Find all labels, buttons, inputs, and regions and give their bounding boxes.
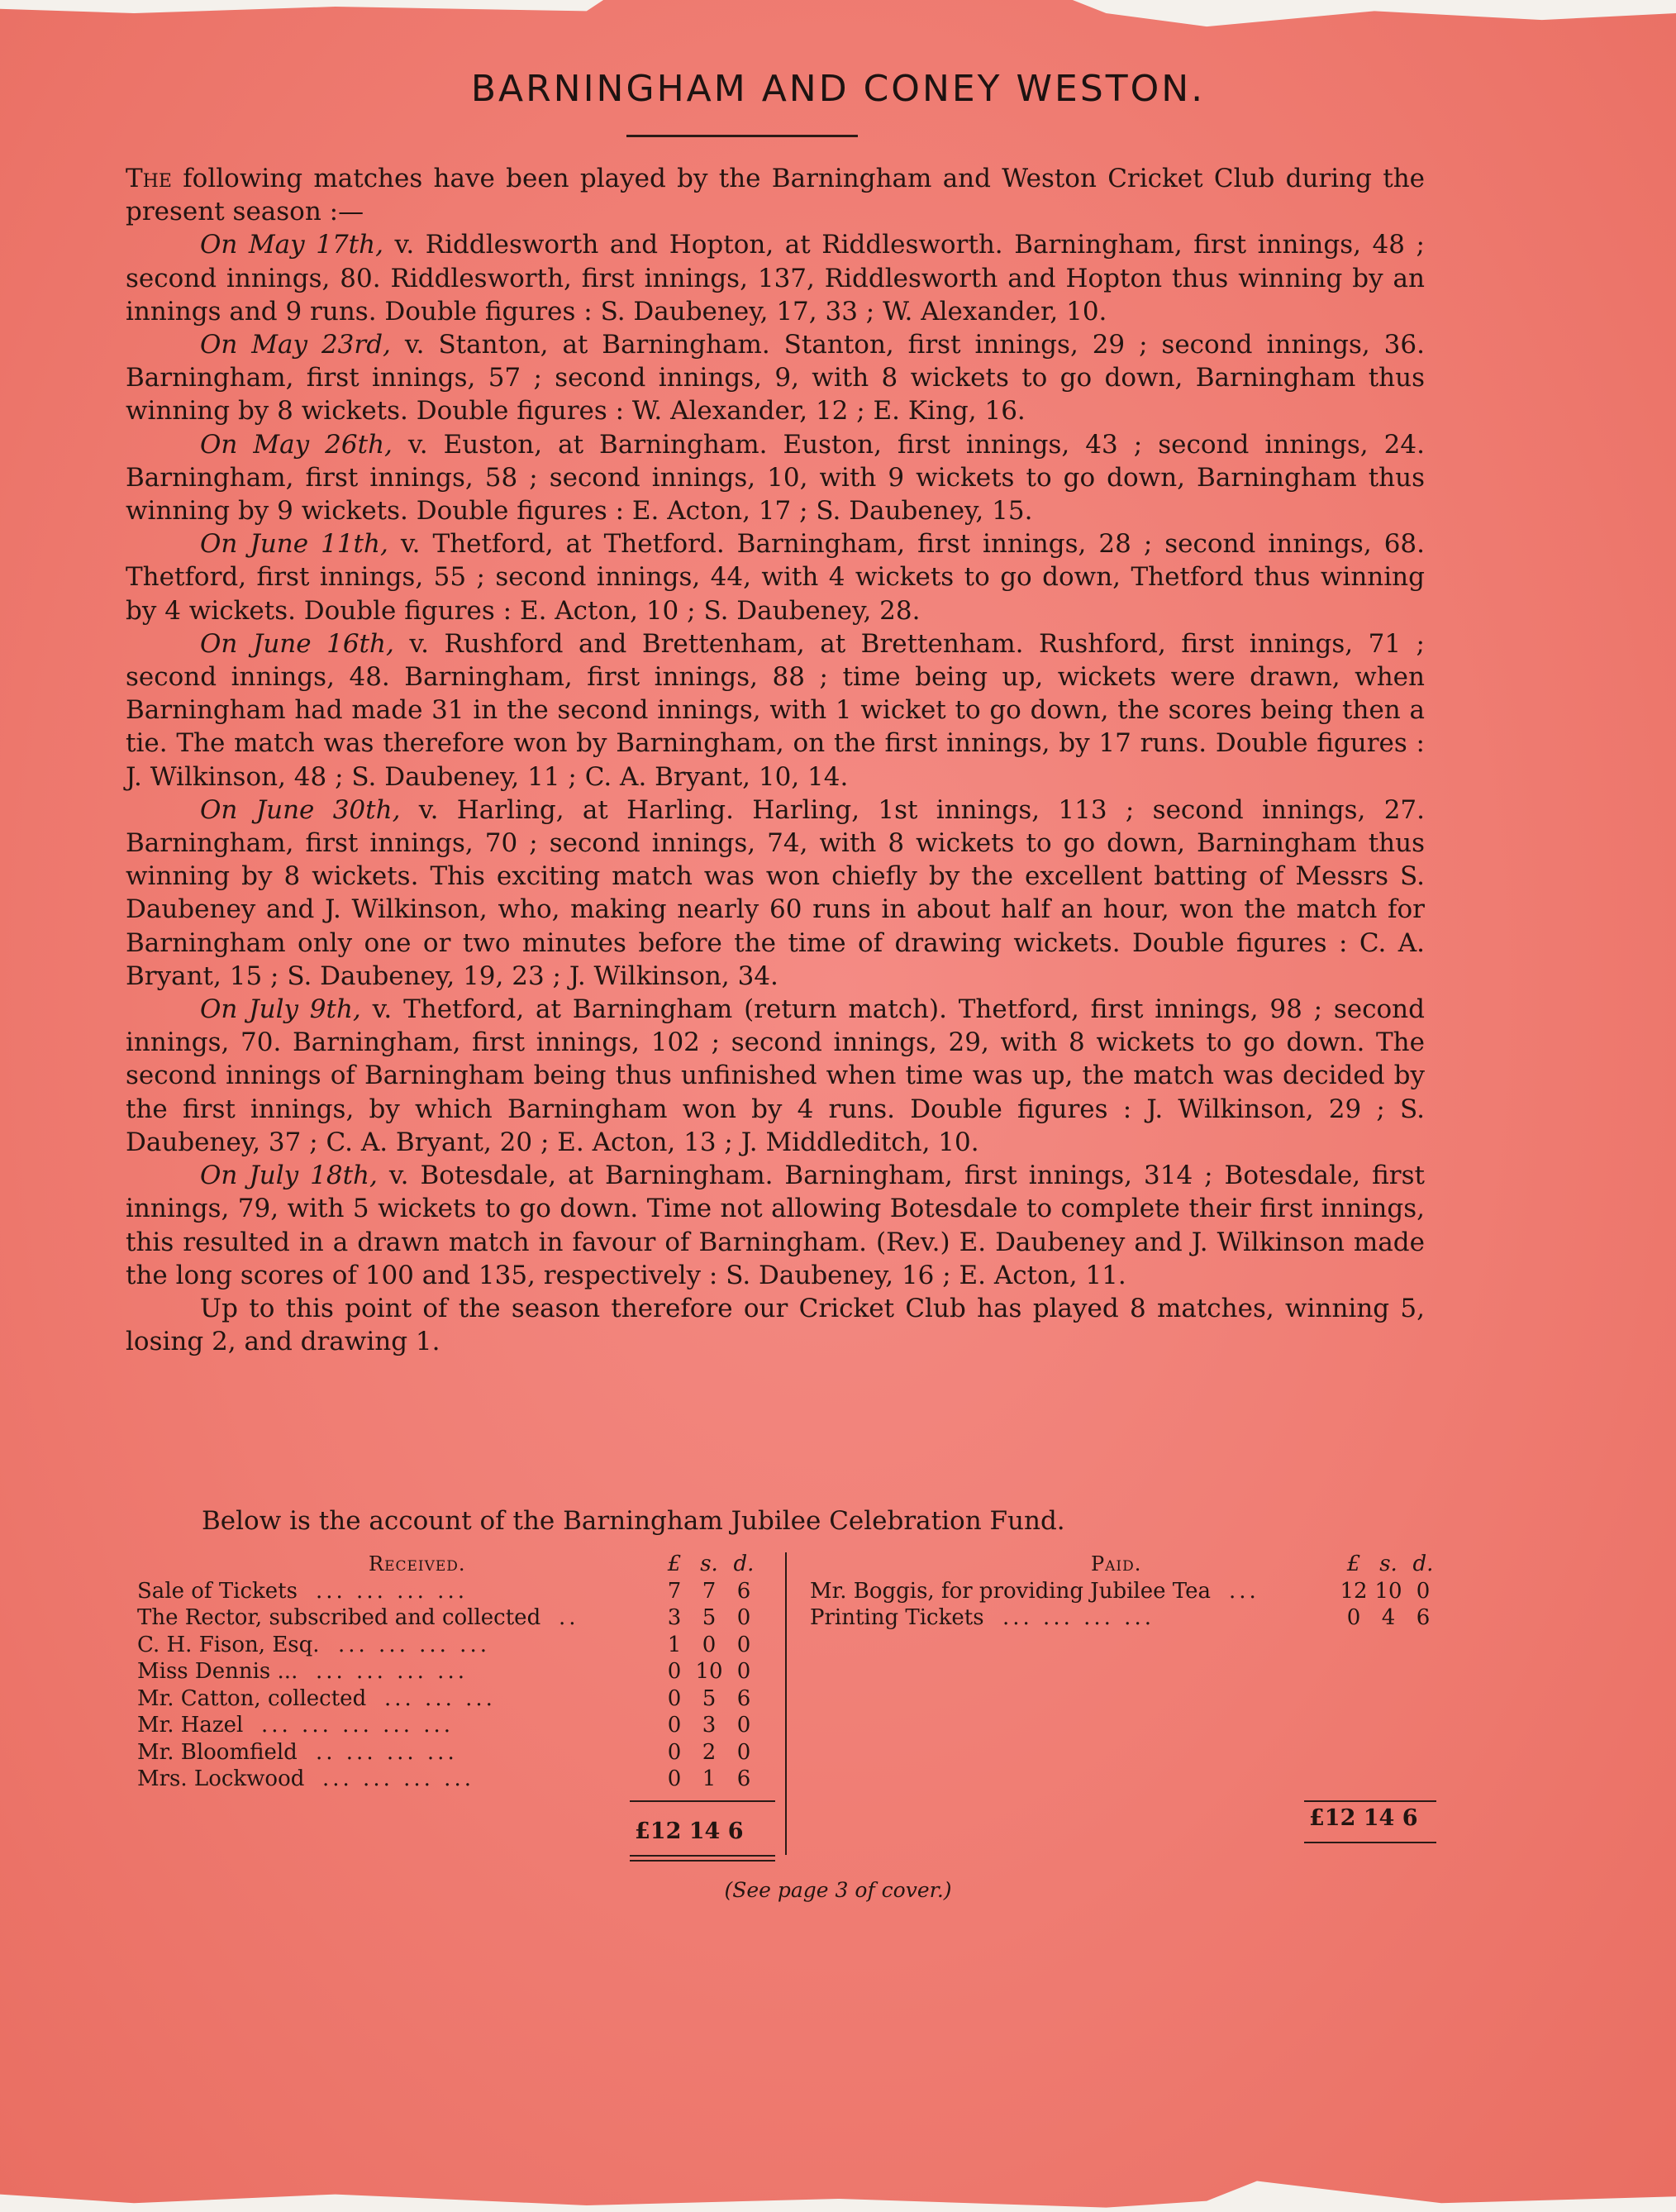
shillings-value: 10 xyxy=(1374,1578,1402,1604)
received-total-underline xyxy=(630,1855,775,1857)
account-row xyxy=(137,1685,782,1713)
shillings-value: 1 xyxy=(702,1766,717,1791)
shillings-value: 2 xyxy=(702,1739,717,1765)
account-label: Printing Tickets xyxy=(810,1605,984,1630)
intro-paragraph xyxy=(126,162,1425,228)
account-label: The Rector, subscribed and collected xyxy=(137,1605,541,1630)
account-row xyxy=(810,1604,1455,1632)
received-header-row xyxy=(137,1551,782,1578)
pounds-value: 12 xyxy=(1340,1578,1368,1604)
match-text: v. Harling, at Harling. Harling, 1st innings, 113 ; second innings, 27. Barningham, first innings, 70 ; second innings, 74, with 8 wickets to go down, Barningham thus winning by 8 wickets. This exciting match was won chiefly by the excellent batting of Messrs S. Daubeney and J. Wilkinson, who, making nearly 60 runs in about half an hour, won the match for Barningham only one or two minutes before the time of drawing wickets. Double figures : C. A. Bryant, 15 ; S. Daubeney, 19, 23 ; J. Wilkinson, 34. xyxy=(126,794,1426,991)
leader-dots: ... ... ... ... xyxy=(316,1578,468,1604)
match-paragraph xyxy=(126,794,1425,993)
received-total-rule xyxy=(630,1800,775,1802)
pence-value: 0 xyxy=(1416,1578,1431,1604)
match-text: v. Botesdale, at Barningham. Barningham, first innings, 314 ; Botesdale, first innings, 79, with 5 wickets to go down. Time not allowing Botesdale to complete their first innings, this resulted in a drawn match in favour of Barningham. (Rev.) E. Daubeney and J. Wilkinson made the long scores of 100 and 135, respectively : S. Daubeney, 16 ; E. Acton, 11. xyxy=(126,1161,1425,1290)
match-text: v. Euston, at Barningham. Euston, first innings, 43 ; second innings, 24. Barningham, first innings, 58 ; second innings, 10, with 9 wickets to go down, Barningham thus winning by 9 wickets. Double figures : E. Acton, 17 ; S. Daubeney, 15. xyxy=(126,429,1425,527)
pounds-value: 7 xyxy=(667,1578,682,1604)
match-date: On July 9th, xyxy=(200,994,361,1025)
pence-value: 6 xyxy=(736,1578,751,1604)
paid-total: £12 14 6 xyxy=(1309,1805,1418,1831)
account-row xyxy=(137,1632,782,1659)
pence-value: 0 xyxy=(736,1659,751,1684)
pounds-value: 0 xyxy=(667,1685,682,1711)
pounds-value: 1 xyxy=(667,1632,682,1657)
pence-value: 0 xyxy=(736,1605,751,1630)
leader-dots: ... ... ... ... ... xyxy=(261,1713,455,1738)
pounds-value: 0 xyxy=(667,1713,682,1738)
leader-dots: ... xyxy=(1229,1578,1259,1604)
account-label: Mrs. Lockwood xyxy=(137,1766,305,1791)
account-intro: Below is the account of the Barningham Jubilee Celebration Fund. xyxy=(202,1506,1065,1536)
pounds-value: 0 xyxy=(667,1659,682,1684)
match-date: On July 18th, xyxy=(200,1161,378,1191)
pence-value: 6 xyxy=(1416,1605,1431,1630)
pence-value: 6 xyxy=(736,1766,751,1791)
pence-col-header: d. xyxy=(1412,1552,1434,1576)
account-label: Sale of Tickets xyxy=(137,1578,298,1604)
pence-col-header: d. xyxy=(733,1552,755,1576)
match-date: On May 23rd, xyxy=(200,330,391,360)
footer-note: (See page 3 of cover.) xyxy=(724,1878,952,1902)
match-text: v. Thetford, at Thetford. Barningham, first innings, 28 ; second innings, 68. Thetford, first innings, 55 ; second innings, 44, with 4 wickets to go down, Thetford thus winning by 4 wickets. Double figures : E. Acton, 10 ; S. Daubeney, 28. xyxy=(126,529,1425,626)
shillings-value: 7 xyxy=(702,1578,717,1604)
account-row xyxy=(137,1604,782,1632)
shillings-col-header: s. xyxy=(700,1552,718,1576)
shillings-value: 5 xyxy=(702,1685,717,1711)
title-rule xyxy=(626,135,858,137)
leader-dots: ... ... ... ... xyxy=(1002,1605,1155,1630)
match-paragraph xyxy=(126,627,1425,794)
leader-dots: ... ... ... ... xyxy=(316,1659,468,1684)
received-total-underline-2 xyxy=(630,1860,775,1862)
page-title: BARNINGHAM AND CONEY WESTON. xyxy=(470,68,1206,110)
account-row xyxy=(137,1712,782,1739)
account-row xyxy=(137,1658,782,1685)
shillings-value: 4 xyxy=(1381,1605,1396,1630)
match-text: v. Stanton, at Barningham. Stanton, first innings, 29 ; second innings, 36. Barningham, first innings, 57 ; second innings, 9, with 8 wickets to go down, Barningham thus winning by 8 wickets. Double figures : W. Alexander, 12 ; E. King, 16. xyxy=(126,330,1425,427)
account-divider xyxy=(785,1552,787,1855)
account-row xyxy=(137,1766,782,1793)
match-paragraph xyxy=(126,328,1425,428)
leader-dots: .. xyxy=(559,1605,579,1630)
shillings-value: 0 xyxy=(702,1632,717,1657)
match-report xyxy=(126,162,1425,1358)
paid-header-row xyxy=(810,1551,1455,1578)
paid-header: Paid. xyxy=(1091,1552,1142,1576)
pounds-col-header: £ xyxy=(1346,1552,1361,1576)
shillings-col-header: s. xyxy=(1379,1552,1397,1576)
paid-rows xyxy=(810,1578,1455,1632)
account-label: Miss Dennis ... xyxy=(137,1659,298,1684)
pence-value: 0 xyxy=(736,1632,751,1657)
paid-account xyxy=(810,1551,1455,1632)
match-paragraph xyxy=(126,1159,1425,1292)
account-label: Mr. Hazel xyxy=(137,1713,244,1738)
pounds-value: 3 xyxy=(667,1605,682,1630)
match-date: On June 16th, xyxy=(200,628,394,659)
pounds-value: 0 xyxy=(667,1766,682,1791)
received-total: £12 14 6 xyxy=(635,1819,744,1844)
received-header: Received. xyxy=(369,1552,466,1576)
match-date: On June 30th, xyxy=(200,794,401,825)
intro-lead: The xyxy=(126,164,172,193)
account-label: Mr. Boggis, for providing Jubilee Tea xyxy=(810,1578,1211,1604)
account-label: C. H. Fison, Esq. xyxy=(137,1632,320,1657)
pounds-value: 0 xyxy=(667,1739,682,1765)
leader-dots: ... ... ... ... xyxy=(322,1766,474,1791)
leader-dots: .. ... ... ... xyxy=(316,1739,458,1765)
shillings-value: 3 xyxy=(702,1713,717,1738)
leader-dots: ... ... ... xyxy=(384,1685,496,1711)
pence-value: 0 xyxy=(736,1739,751,1765)
paid-total-underline xyxy=(1304,1842,1436,1843)
pounds-col-header: £ xyxy=(667,1552,682,1576)
pence-value: 0 xyxy=(736,1713,751,1738)
match-text: v. Thetford, at Barningham (return match). Thetford, first innings, 98 ; second innings, 70. Barningham, first innings, 102 ; second innings, 29, with 8 wickets to go down. The second innings of Barningham being thus unfinished when time was up, the match was decided by the first innings, by which Barningham won by 4 runs. Double figures : J. Wilkinson, 29 ; S. Daubeney, 37 ; C. A. Bryant, 20 ; E. Acton, 13 ; J. Middleditch, 10. xyxy=(126,994,1425,1157)
match-paragraph xyxy=(126,993,1425,1159)
match-paragraph xyxy=(126,527,1425,627)
paid-total-rule xyxy=(1304,1800,1436,1802)
match-text: v. Rushford and Brettenham, at Brettenham. Rushford, first innings, 71 ; second innings, 48. Barningham, first innings, 88 ; time being up, wickets were drawn, when Barningham had made 31 in the second innings, with 1 wicket to go down, the scores being then a tie. The match was therefore won by Barningham, on the first innings, by 17 runs. Double figures : J. Wilkinson, 48 ; S. Daubeney, 11 ; C. A. Bryant, 10, 14. xyxy=(126,628,1425,792)
pounds-value: 0 xyxy=(1346,1605,1361,1630)
received-account xyxy=(137,1551,782,1793)
leader-dots: ... ... ... ... xyxy=(338,1632,490,1657)
pence-value: 6 xyxy=(736,1685,751,1711)
account-label: Mr. Catton, collected xyxy=(137,1685,367,1711)
match-paragraph xyxy=(126,428,1425,528)
account-label: Mr. Bloomfield xyxy=(137,1739,298,1765)
shillings-value: 10 xyxy=(695,1659,723,1684)
intro-text: following matches have been played by the Barningham and Weston Cricket Club during the present season :— xyxy=(126,164,1425,227)
account-row xyxy=(137,1578,782,1605)
shillings-value: 5 xyxy=(702,1605,717,1630)
match-date: On June 11th, xyxy=(200,529,388,560)
match-paragraph xyxy=(126,228,1425,328)
match-text: v. Riddlesworth and Hopton, at Riddlesworth. Barningham, first innings, 48 ; second innings, 80. Riddlesworth, first innings, 137, Riddlesworth and Hopton thus winning by an innings and 9 runs. Double figures : S. Daubeney, 17, 33 ; W. Alexander, 10. xyxy=(126,230,1425,327)
received-rows xyxy=(137,1578,782,1793)
account-row xyxy=(137,1739,782,1766)
account-row xyxy=(810,1578,1455,1605)
match-date: On May 17th, xyxy=(200,230,383,260)
summary-paragraph: Up to this point of the season therefore our Cricket Club has played 8 matches, winning 5, losing 2, and drawing 1. xyxy=(126,1293,1425,1357)
match-date: On May 26th, xyxy=(200,429,393,460)
